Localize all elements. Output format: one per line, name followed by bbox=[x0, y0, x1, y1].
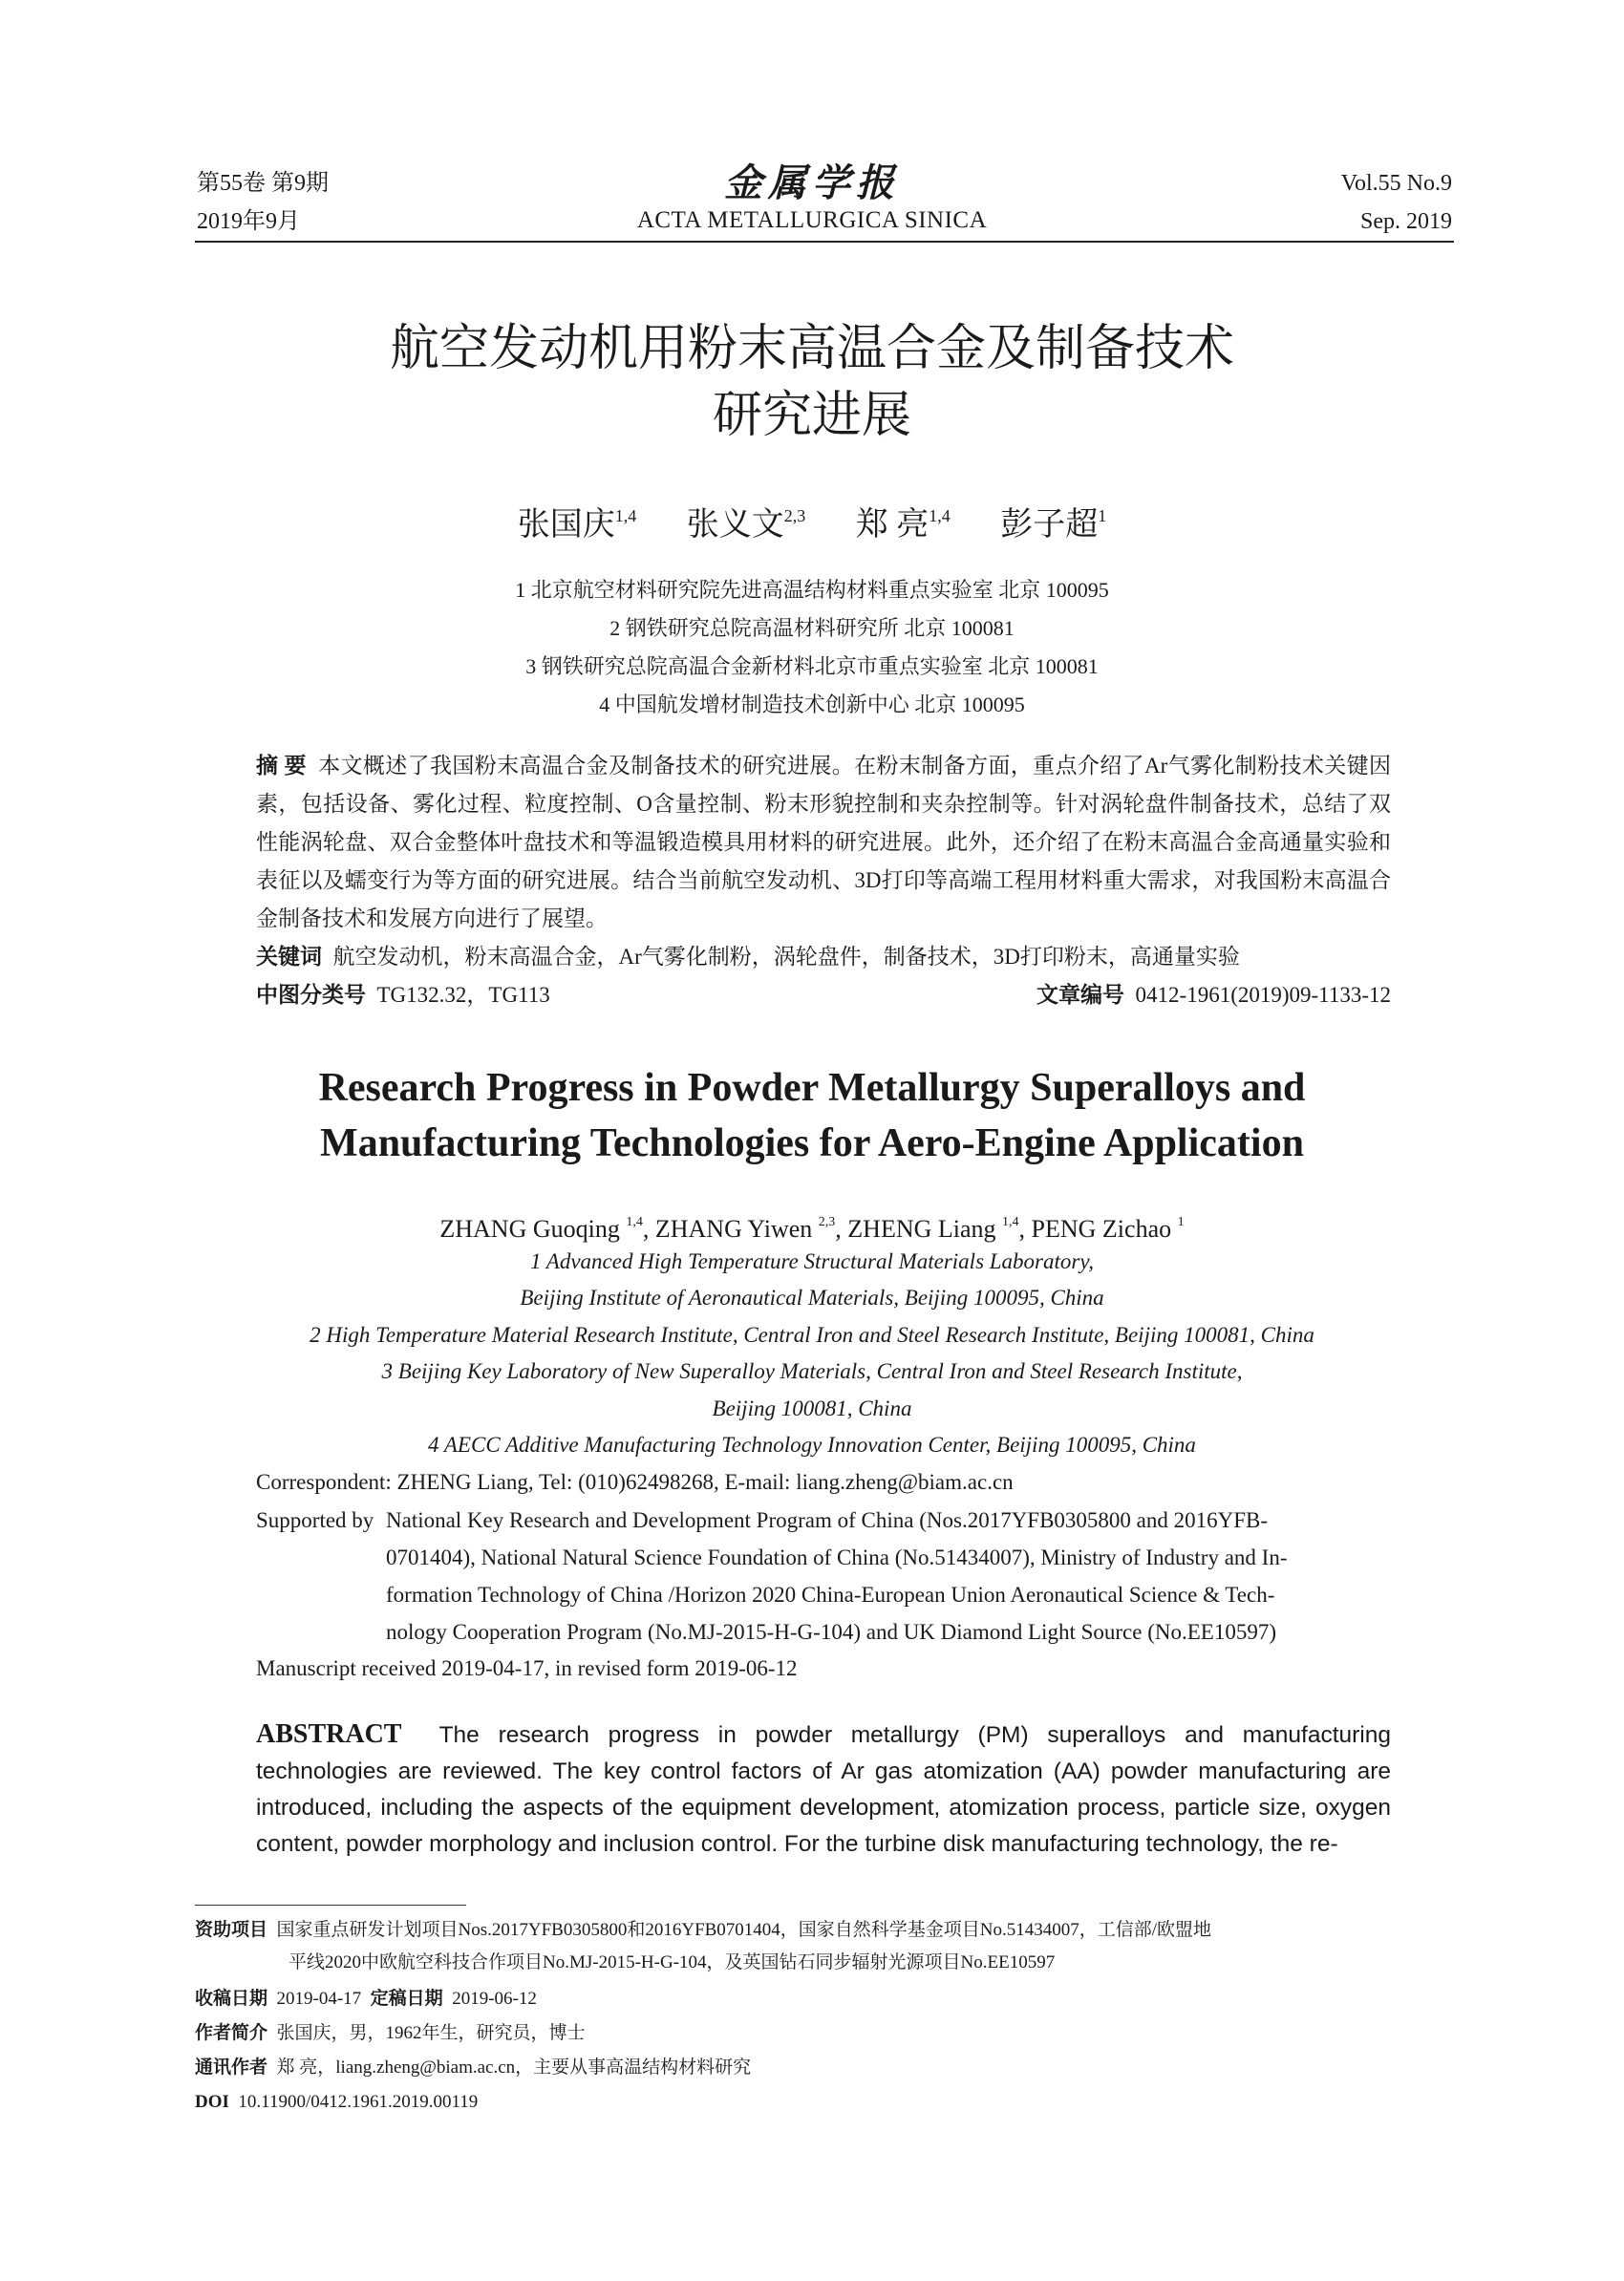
header-volume-info bbox=[1242, 164, 1452, 241]
author-name: 彭子超 bbox=[1000, 507, 1099, 543]
bio-label: 作者简介 bbox=[195, 2023, 268, 2043]
author-affil-ref: 1,4 bbox=[929, 506, 951, 525]
affiliation-cn: 4 中国航发增材制造技术创新中心 北京 100095 bbox=[599, 693, 1025, 716]
author-en bbox=[655, 1215, 835, 1243]
funding-en bbox=[256, 1502, 1391, 1644]
funding-en-line: formation Technology of China /Horizon 2020 China-European Union Aeronautical Science & Tech- bbox=[386, 1583, 1275, 1607]
header-date-cn: 2019年9月 bbox=[197, 209, 300, 234]
author-affil-ref: 1 bbox=[1098, 506, 1107, 525]
article-title-en bbox=[191, 1060, 1433, 1171]
author-list-cn bbox=[191, 492, 1433, 549]
title-cn-line1: 航空发动机用粉末高温合金及制备技术 bbox=[389, 320, 1234, 377]
classification-row bbox=[256, 976, 1391, 1014]
final-date: 2019-06-12 bbox=[452, 1989, 537, 2009]
author-name: ZHANG Guoqing bbox=[439, 1215, 620, 1243]
author-en bbox=[439, 1215, 643, 1243]
funding-en-label: Supported by bbox=[256, 1508, 374, 1532]
affiliation-en: 2 High Temperature Material Research Institute, Central Iron and Steel Research Institute, Beijing 100081, China bbox=[310, 1323, 1314, 1347]
author-name: 张义文 bbox=[686, 507, 784, 543]
author-affil-ref: 2,3 bbox=[818, 1215, 836, 1229]
affiliation-cn: 2 钢铁研究总院高温材料研究所 北京 100081 bbox=[609, 616, 1015, 640]
funding-en-line: 0701404), National Natural Science Foundation of China (No.51434007), Ministry of Industry and In- bbox=[386, 1546, 1288, 1569]
footnote-rule bbox=[195, 1905, 466, 1906]
author-affil-ref: 1,4 bbox=[626, 1215, 643, 1229]
author-bio-cn bbox=[195, 2017, 1399, 2050]
bio-text: 张国庆，男，1962年生，研究员，博士 bbox=[276, 2023, 586, 2043]
funding-en-continued bbox=[386, 1539, 1391, 1651]
clc-label: 中图分类号 bbox=[256, 983, 366, 1007]
doi-label: DOI bbox=[195, 2092, 229, 2112]
corr-label: 通讯作者 bbox=[195, 2057, 268, 2078]
keywords-cn bbox=[256, 938, 1391, 976]
keywords-cn-label: 关键词 bbox=[256, 945, 322, 969]
abstract-en-label: ABSTRACT bbox=[256, 1719, 402, 1749]
header-date-en: Sep. 2019 bbox=[1360, 209, 1452, 234]
author-en bbox=[1032, 1215, 1185, 1243]
funding-cn bbox=[195, 1914, 1399, 1947]
abstract-cn bbox=[256, 747, 1391, 938]
corresponding-author-cn bbox=[195, 2052, 1399, 2084]
manuscript-dates-en: Manuscript received 2019-04-17, in revised form 2019-06-12 bbox=[256, 1656, 798, 1680]
author-name: ZHANG Yiwen bbox=[654, 1215, 813, 1243]
abstract-cn-text: 本文概述了我国粉末高温合金及制备技术的研究进展。在粉末制备方面，重点介绍了Ar气雾化制粉技术关键因素，包括设备、雾化过程、粒度控制、O含量控制、粉末形貌控制和夹杂控制等。针对涡轮盘件制备技术，总结了双性能涡轮盘、双合金整体叶盘技术和等温锻造模具用材料的研究进展。此外，还介绍了在粉末高温合金高通量实验和表征以及蠕变行为等方面的研究进展。结合当前航空发动机、3D打印等高端工程用材料重大需求，对我国粉末高温合金制备技术和发展方向进行了展望。 bbox=[256, 754, 1391, 930]
article-title-cn bbox=[191, 315, 1433, 449]
funding-cn-line1: 国家重点研发计划项目Nos.2017YFB0305800和2016YFB0701404，国家自然科学基金项目No.51434007，工信部/欧盟地 bbox=[276, 1920, 1212, 1940]
author-affil-ref: 1,4 bbox=[1002, 1215, 1019, 1229]
abstract-en-text: The research progress in powder metallurgy (PM) superalloys and manufacturing technologies are reviewed. The key control factors of Ar gas atomization (AA) powder manufacturing are introduced, including the aspects of the equipment development, atomization process, particle size, oxygen content, powder morphology and inclusion control. For the turbine disk manufacturing technology, the re- bbox=[256, 1722, 1391, 1857]
author-cn bbox=[687, 507, 806, 543]
header-volume-issue-cn: 第55卷 第9期 bbox=[197, 171, 329, 196]
author-affil-ref: 1,4 bbox=[614, 506, 637, 525]
article-number-label: 文章编号 bbox=[1036, 983, 1125, 1007]
journal-name-en: ACTA METALLURGICA SINICA bbox=[636, 207, 988, 233]
title-cn-line2: 研究进展 bbox=[712, 387, 911, 444]
funding-en-line: nology Cooperation Program (No.MJ-2015-H-G-104) and UK Diamond Light Source (No.EE10597) bbox=[386, 1620, 1276, 1644]
article-number-value: 0412-1961(2019)09-1133-12 bbox=[1135, 983, 1391, 1007]
final-label: 定稿日期 bbox=[370, 1989, 443, 2009]
author-en bbox=[847, 1215, 1018, 1243]
abstract-cn-label: 摘 要 bbox=[256, 754, 307, 778]
author-affil-ref: 1 bbox=[1177, 1215, 1185, 1229]
author-name: 郑 亮 bbox=[855, 507, 930, 543]
header-issue-info bbox=[197, 164, 329, 241]
received-label: 收稿日期 bbox=[195, 1989, 268, 2009]
author-affil-ref: 2,3 bbox=[783, 506, 806, 525]
author-name: 张国庆 bbox=[517, 507, 615, 543]
affiliation-en: Beijing Institute of Aeronautical Materials, Beijing 100095, China bbox=[520, 1286, 1104, 1310]
correspondent-en: Correspondent: ZHENG Liang, Tel: (010)62498268, E-mail: liang.zheng@biam.ac.cn bbox=[256, 1470, 1014, 1494]
title-en-line2: Manufacturing Technologies for Aero-Engine Application bbox=[320, 1121, 1304, 1165]
title-en-line1: Research Progress in Powder Metallurgy Superalloys and bbox=[318, 1066, 1306, 1110]
keywords-cn-text: 航空发动机，粉末高温合金，Ar气雾化制粉，涡轮盘件，制备技术，3D打印粉末，高通量实验 bbox=[332, 945, 1240, 969]
affiliation-cn: 3 钢铁研究总院高温合金新材料北京市重点实验室 北京 100081 bbox=[525, 654, 1099, 678]
received-dates-cn bbox=[195, 1983, 1399, 2015]
author-list-en: ZHANG Guoqing $^{1,4}$, ZHANG Yiwen $^{2,3}$, ZHENG Liang $^{1,4}$, PENG Zichao $^1$ bbox=[439, 1215, 1185, 1243]
funding-cn-label: 资助项目 bbox=[195, 1920, 268, 1940]
author-name: PENG Zichao bbox=[1031, 1215, 1172, 1243]
affiliation-en: 4 AECC Additive Manufacturing Technology Innovation Center, Beijing 100095, China bbox=[428, 1433, 1196, 1457]
corr-text: 郑 亮，liang.zheng@biam.ac.cn，主要从事高温结构材料研究 bbox=[276, 2057, 752, 2078]
affiliation-en: Beijing 100081, China bbox=[712, 1396, 912, 1420]
doi-value: 10.11900/0412.1961.2019.00119 bbox=[238, 2092, 479, 2112]
author-name: ZHENG Liang bbox=[847, 1215, 996, 1243]
affiliation-en: 3 Beijing Key Laboratory of New Superalloy Materials, Central Iron and Steel Research Institute, bbox=[381, 1359, 1243, 1383]
article-number bbox=[1036, 976, 1391, 1014]
author-cn bbox=[518, 507, 637, 543]
author-cn bbox=[1000, 507, 1106, 543]
clc-value: TG132.32，TG113 bbox=[376, 983, 550, 1007]
doi-line bbox=[195, 2086, 1399, 2119]
author-cn bbox=[856, 507, 951, 543]
abstract-en bbox=[256, 1716, 1391, 1863]
affiliation-en: 1 Advanced High Temperature Structural Materials Laboratory, bbox=[529, 1249, 1095, 1273]
received-date: 2019-04-17 bbox=[276, 1989, 362, 2009]
affiliation-cn: 1 北京航空材料研究院先进高温结构材料重点实验室 北京 100095 bbox=[515, 578, 1109, 602]
header-rule bbox=[195, 241, 1454, 243]
funding-en-line1: National Key Research and Development Program of China (Nos.2017YFB0305800 and 2016YFB- bbox=[386, 1508, 1269, 1532]
funding-cn-line2: 平线2020中欧航空科技合作项目No.MJ-2015-H-G-104，及英国钻石同步辐射光源项目No.EE10597 bbox=[288, 1952, 1056, 1972]
journal-masthead bbox=[478, 162, 1146, 237]
header-volume-issue-en: Vol.55 No.9 bbox=[1340, 171, 1452, 196]
journal-logo-cn: 金属学报 bbox=[724, 161, 900, 204]
